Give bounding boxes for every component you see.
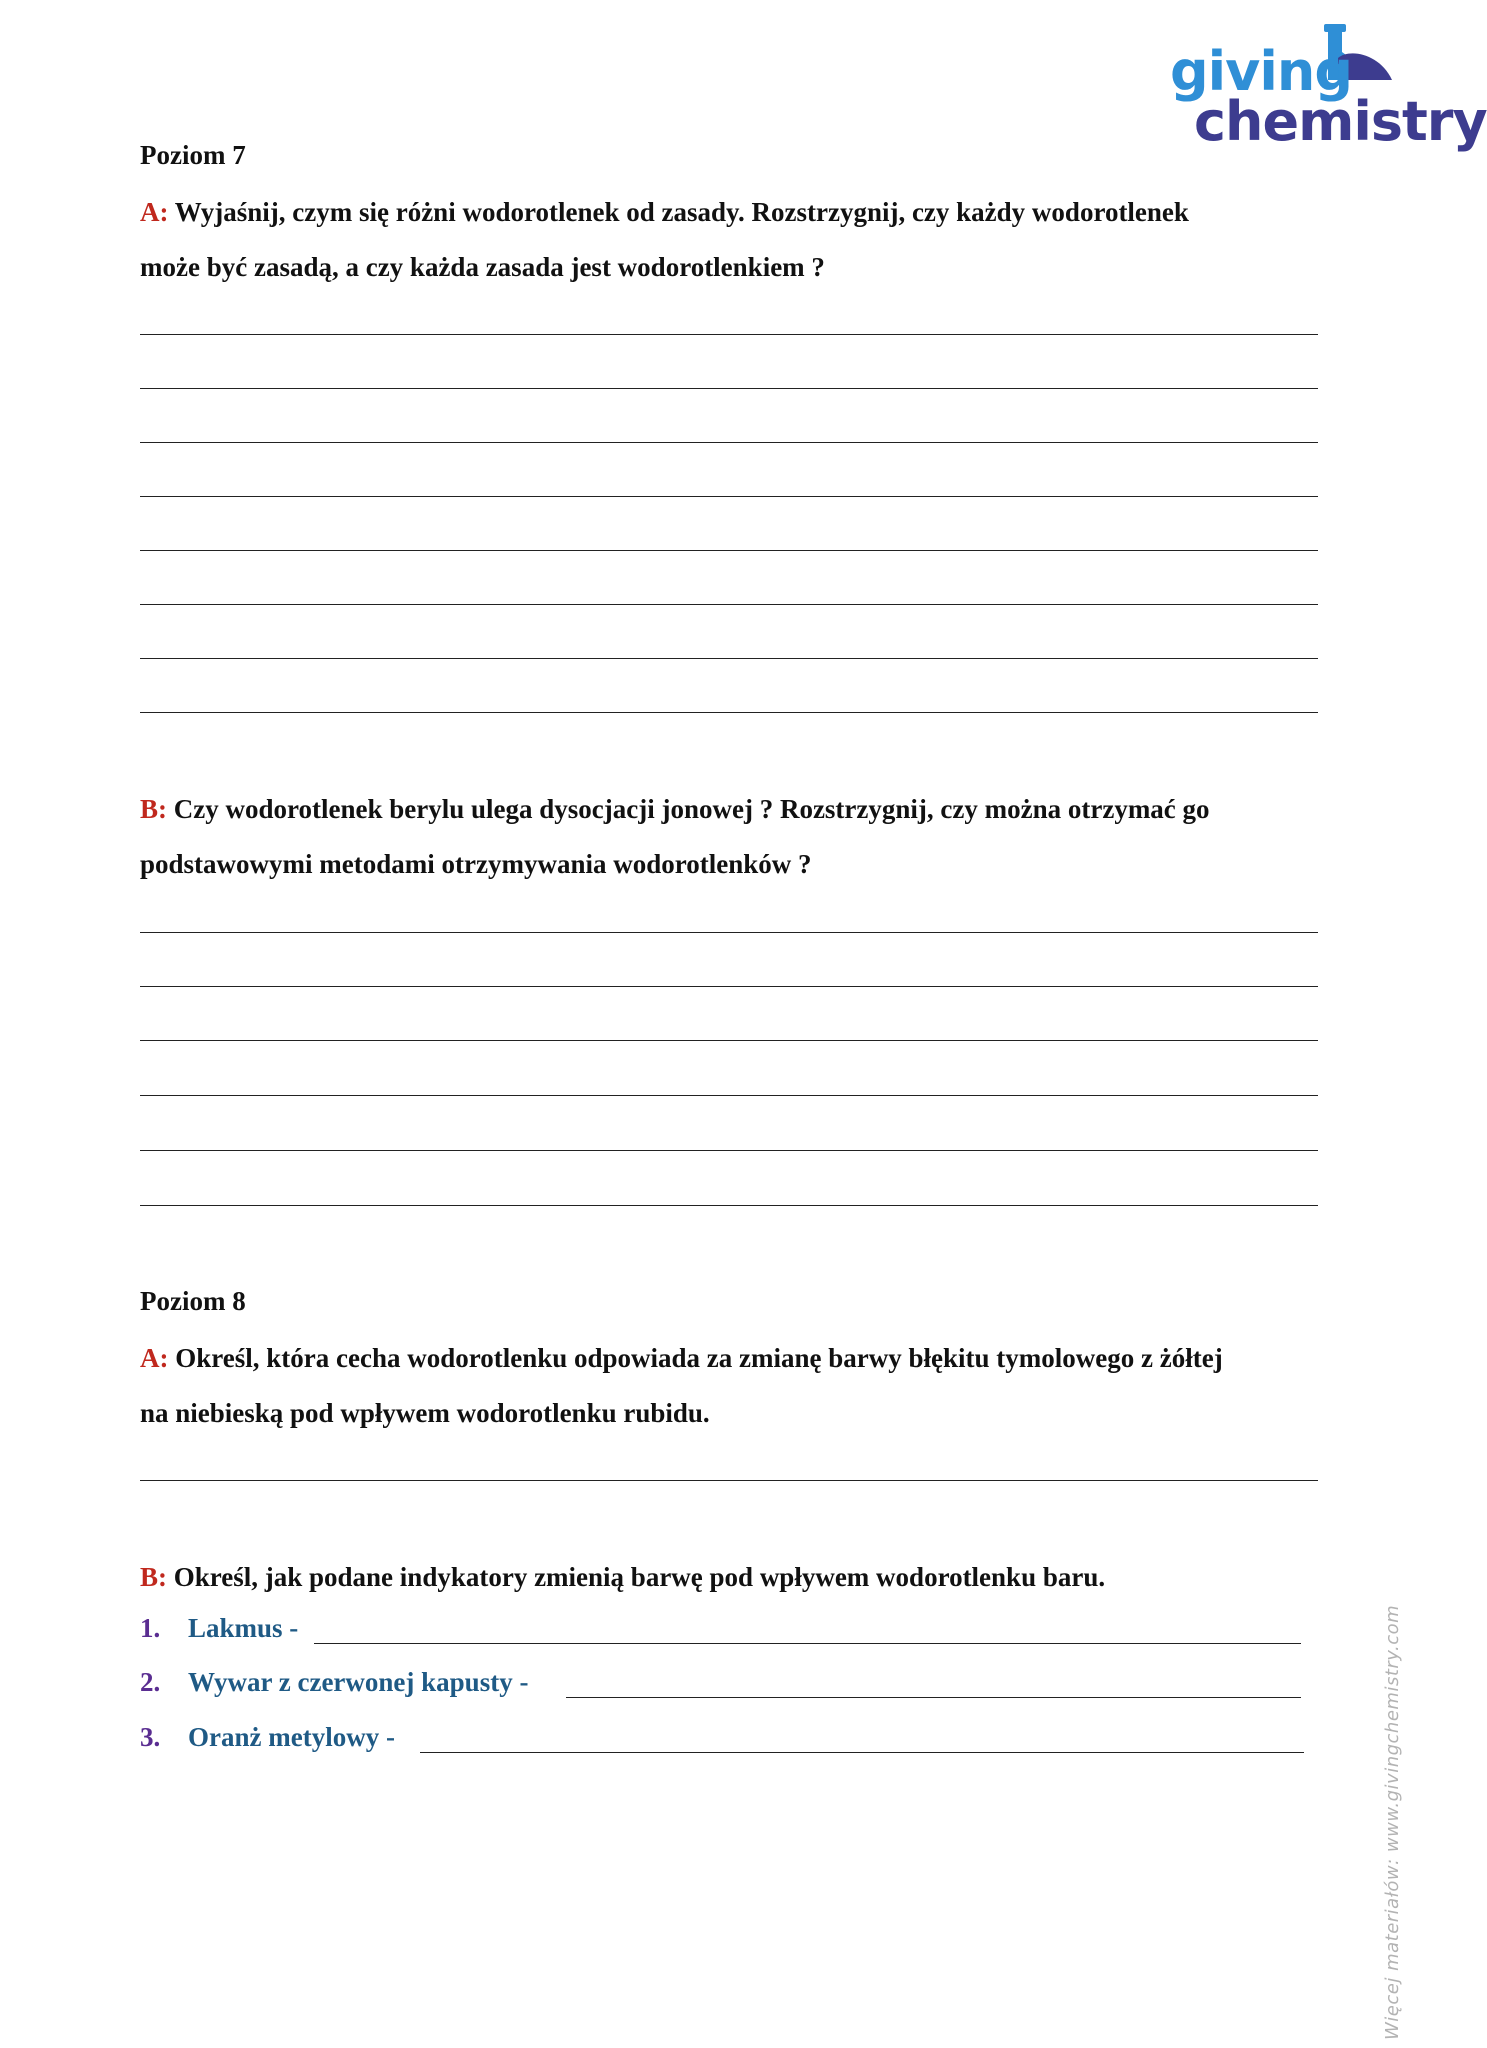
- level-7-heading: Poziom 7: [140, 140, 246, 170]
- item-number: 3.: [140, 1722, 161, 1752]
- website-sidebar-text: Więcej materiałów: www.givingchemistry.com: [1382, 1604, 1403, 2040]
- task-b-label: B:: [140, 1562, 167, 1592]
- level-8-task-a: [140, 1331, 1320, 1441]
- indicator-item-methyl-orange: [140, 1722, 395, 1753]
- answer-line[interactable]: [140, 1150, 1318, 1151]
- item-number: 2.: [140, 1667, 161, 1697]
- task-a-text-line2: na niebieską pod wpływem wodorotlenku rubidu.: [140, 1398, 710, 1428]
- answer-line[interactable]: [140, 604, 1318, 605]
- answer-line[interactable]: [140, 712, 1318, 713]
- answer-line[interactable]: [140, 658, 1318, 659]
- answer-line[interactable]: [566, 1697, 1301, 1698]
- answer-line[interactable]: [140, 932, 1318, 933]
- item-label: Wywar z czerwonej kapusty -: [188, 1667, 529, 1697]
- task-a-text-line2: może być zasadą, a czy każda zasada jest wodorotlenkiem ?: [140, 252, 825, 282]
- answer-line[interactable]: [140, 1205, 1318, 1206]
- logo-word-giving: giving: [1170, 40, 1352, 103]
- item-label: Lakmus -: [188, 1613, 299, 1643]
- answer-line[interactable]: [140, 442, 1318, 443]
- indicator-item-cabbage: [140, 1667, 528, 1698]
- answer-line[interactable]: [140, 986, 1318, 987]
- answer-line[interactable]: [314, 1643, 1301, 1644]
- item-label: Oranż metylowy -: [188, 1722, 395, 1752]
- answer-line[interactable]: [140, 334, 1318, 335]
- item-number: 1.: [140, 1613, 161, 1643]
- task-b-text-line2: podstawowymi metodami otrzymywania wodorotlenków ?: [140, 849, 812, 879]
- level-8-task-b: [140, 1550, 1320, 1605]
- task-b-text: Określ, jak podane indykatory zmienią barwę pod wpływem wodorotlenku baru.: [167, 1562, 1106, 1592]
- answer-line[interactable]: [140, 550, 1318, 551]
- indicator-item-lakmus: [140, 1613, 298, 1644]
- task-a-text-line1: Wyjaśnij, czym się różni wodorotlenek od zasady. Rozstrzygnij, czy każdy wodorotlenek: [168, 197, 1189, 227]
- answer-line[interactable]: [420, 1752, 1304, 1753]
- answer-line[interactable]: [140, 388, 1318, 389]
- task-b-text-line1: Czy wodorotlenek berylu ulega dysocjacji jonowej ? Rozstrzygnij, czy można otrzymać go: [167, 794, 1210, 824]
- giving-chemistry-logo: [1160, 18, 1487, 153]
- level-8-heading: Poziom 8: [140, 1286, 246, 1316]
- answer-line[interactable]: [140, 1040, 1318, 1041]
- answer-line[interactable]: [140, 1480, 1318, 1481]
- task-a-label: A:: [140, 1343, 169, 1373]
- logo-word-chemistry: chemistry: [1194, 90, 1487, 153]
- level-7-task-b: [140, 782, 1320, 892]
- answer-line[interactable]: [140, 496, 1318, 497]
- level-7-task-a: [140, 185, 1320, 295]
- task-a-label: A:: [140, 197, 169, 227]
- task-b-label: B:: [140, 794, 167, 824]
- task-a-text-line1: Określ, która cecha wodorotlenku odpowiada za zmianę barwy błękitu tymolowego z żółtej: [168, 1343, 1223, 1373]
- answer-line[interactable]: [140, 1095, 1318, 1096]
